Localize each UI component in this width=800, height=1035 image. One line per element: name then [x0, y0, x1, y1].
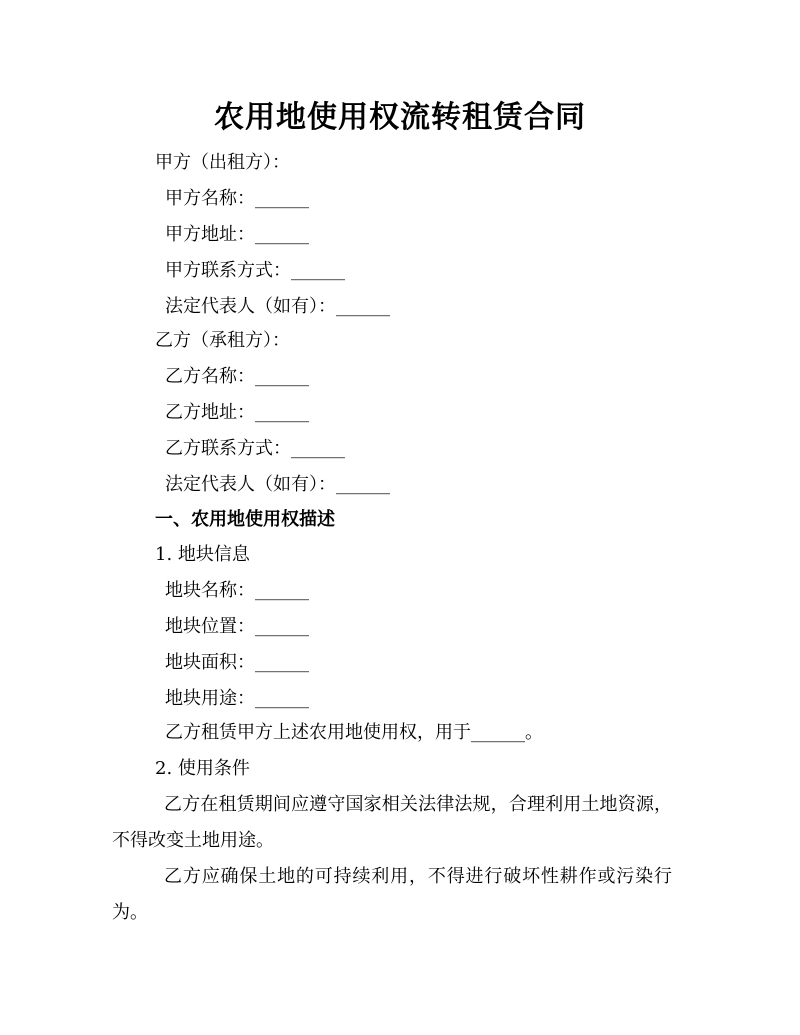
party-a-legal-rep-field: 法定代表人（如有）：______ [165, 296, 390, 317]
party-b-contact-field: 乙方联系方式：______ [165, 438, 345, 459]
party-b-heading: 乙方（承租方）： [155, 330, 290, 351]
party-a-name-field: 甲方名称：______ [165, 188, 309, 209]
lease-purpose-line: 乙方租赁甲方上述农用地使用权，用于______。 [165, 722, 543, 743]
party-a-heading: 甲方（出租方）： [155, 152, 290, 173]
plot-area-field: 地块面积：______ [165, 652, 309, 673]
party-a-contact-field: 甲方联系方式：______ [165, 260, 345, 281]
party-b-legal-rep-field: 法定代表人（如有）：______ [165, 474, 390, 495]
party-a-address-field: 甲方地址：______ [165, 224, 309, 245]
section-1-heading: 一、农用地使用权描述 [155, 509, 335, 530]
plot-location-field: 地块位置：______ [165, 616, 309, 637]
usage-condition-paragraph-2: 乙方应确保土地的可持续利用，不得进行破坏性耕作或污染行为。 [112, 866, 672, 923]
plot-name-field: 地块名称：______ [165, 580, 309, 601]
subsection-2-heading: 2. 使用条件 [155, 758, 250, 779]
usage-condition-paragraph-1: 乙方在租赁期间应遵守国家相关法律法规，合理利用土地资源，不得改变土地用途。 [112, 794, 672, 851]
party-b-address-field: 乙方地址：______ [165, 402, 309, 423]
subsection-1-heading: 1. 地块信息 [155, 544, 250, 565]
plot-use-field: 地块用途：______ [165, 688, 309, 709]
document-title: 农用地使用权流转租赁合同 [214, 100, 586, 135]
party-b-name-field: 乙方名称：______ [165, 366, 309, 387]
